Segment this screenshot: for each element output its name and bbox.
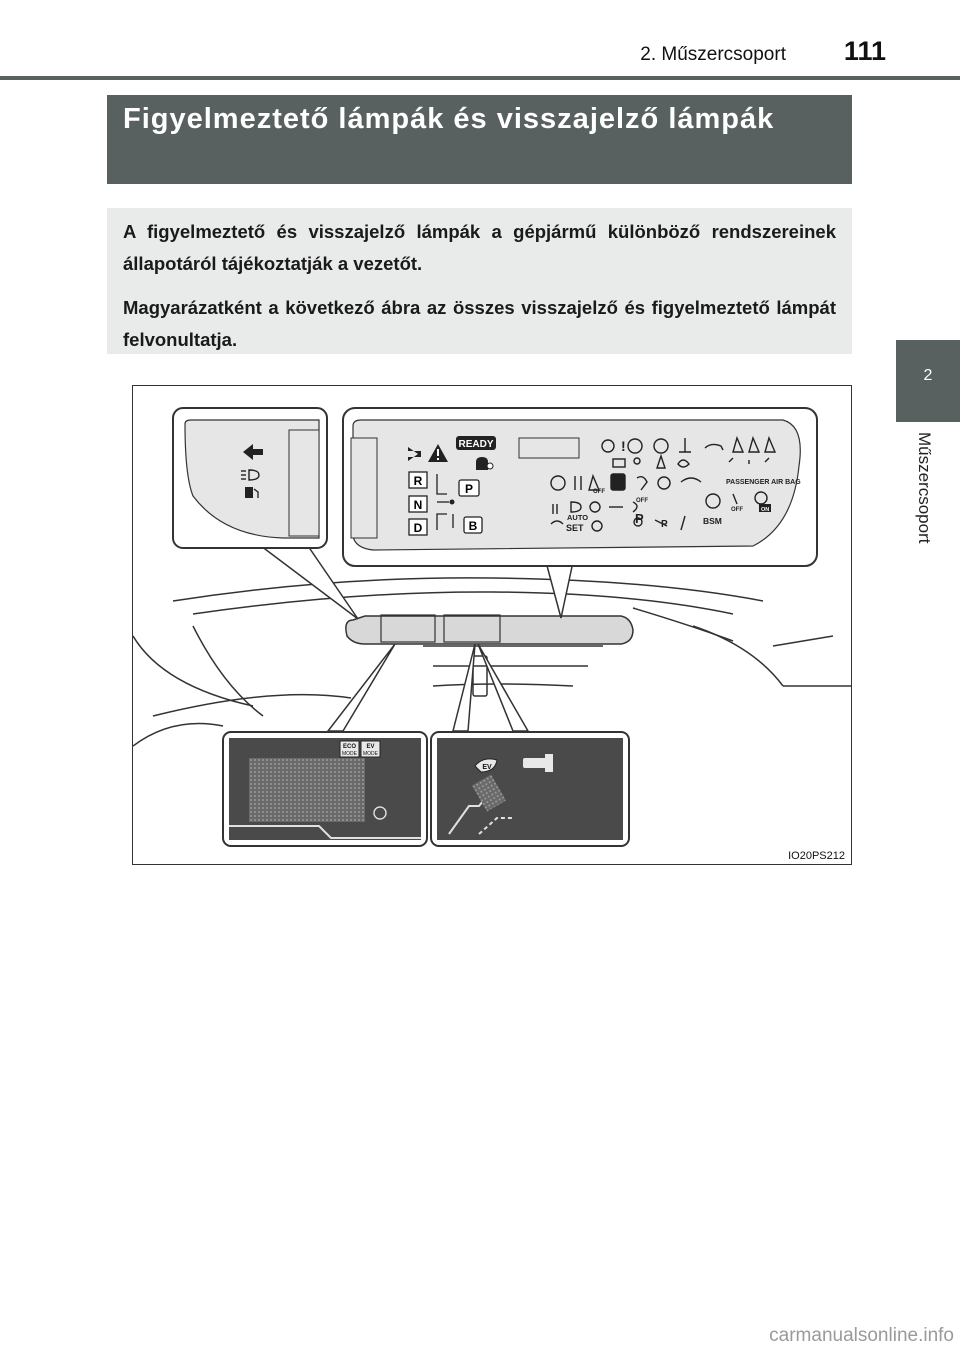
ready-label: READY [458, 439, 494, 450]
passenger-airbag-label: PASSENGER AIR BAG [726, 479, 801, 486]
section-title-bar [107, 95, 852, 184]
section-title: Figyelmeztető lámpák és visszajelző lámpák [123, 103, 775, 135]
off-label-2: OFF [636, 498, 648, 504]
eco-mode-label: MODE [342, 751, 357, 757]
bottom-right-inset [431, 732, 629, 846]
eco-mode-badge [340, 741, 359, 757]
ev-badge-label: EV [482, 764, 492, 771]
intro-box [107, 208, 852, 354]
svg-text:!: ! [621, 438, 626, 454]
eco-label: ECO [342, 744, 357, 750]
chapter-tab-label: Műszercsoport [915, 432, 934, 544]
pedestrian-icon [611, 474, 625, 490]
auto-label: AUTO [567, 513, 589, 522]
intro-paragraph-2: Magyarázatként a következő ábra az összes visszajelző és figyelmeztető lámpát felvonultatja. [123, 297, 836, 350]
header-chapter: 2. Műszercsoport [640, 44, 786, 65]
intro-paragraph-1: A figyelmeztető és visszajelző lámpák a gépjármű különböző rendszereinek állapotáról tájékoztatják a vezetőt. [123, 221, 836, 274]
bottom-left-inset [223, 732, 427, 846]
gear-r-label: R [413, 474, 423, 488]
left-panel [173, 408, 327, 548]
cluster-housing [346, 615, 633, 644]
on-label: ON [761, 507, 770, 513]
bsm-label: BSM [703, 516, 722, 526]
dashboard-outline [133, 578, 851, 746]
instrument-cluster-figure [132, 385, 852, 865]
off-label-3: OFF [731, 507, 743, 513]
watermark: carmanualsonline.info [769, 1325, 954, 1346]
figure-code: IO20PS212 [788, 850, 845, 862]
gear-d-label: D [413, 521, 423, 535]
gear-p-label: P [464, 482, 474, 496]
ev-mode-label: MODE [363, 751, 378, 757]
parking-p-label-2: P [661, 519, 668, 530]
cluster-illustration [133, 386, 851, 864]
main-panel [343, 408, 817, 566]
chapter-tab[interactable]: 2 [896, 340, 960, 422]
set-label: SET [566, 523, 584, 533]
gear-n-label: N [413, 498, 423, 512]
ready-indicator [456, 436, 496, 450]
ev-label: EV [366, 744, 375, 750]
page-number: 111 [843, 36, 886, 66]
ev-mode-badge [361, 741, 380, 757]
parking-p-label: P [635, 511, 644, 526]
header-rule [0, 76, 960, 80]
off-label-1: OFF [593, 489, 605, 495]
gear-b-label: B [468, 519, 478, 533]
